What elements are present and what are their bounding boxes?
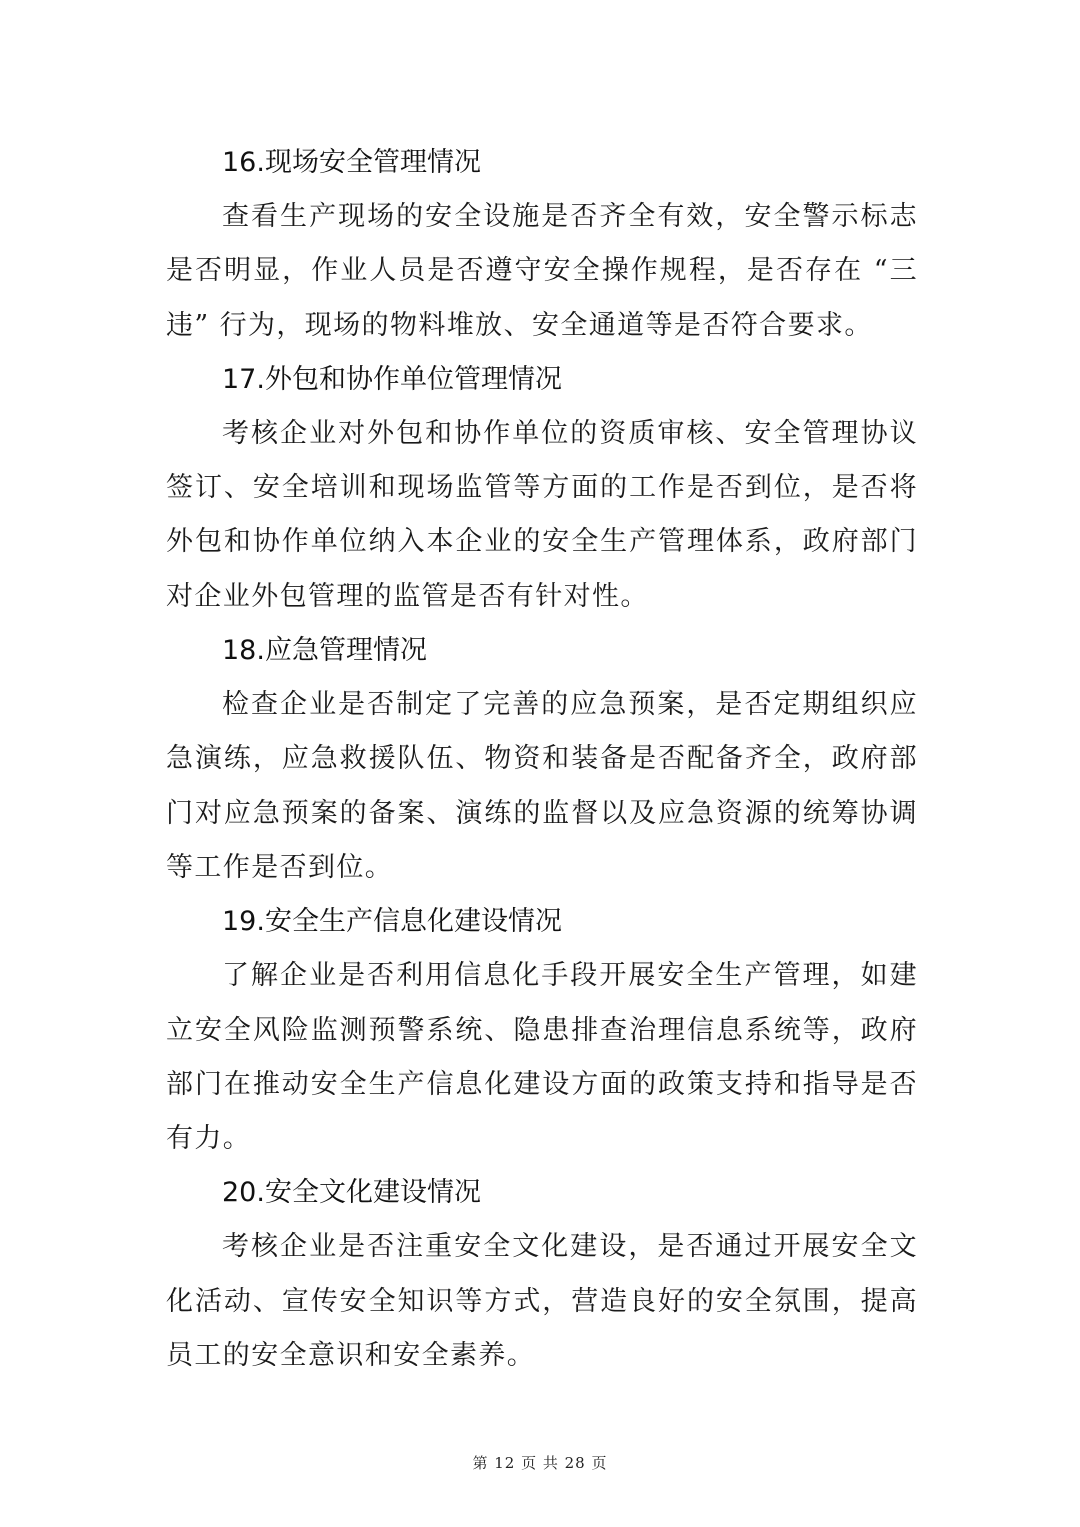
section-heading-19: 19.安全生产信息化建设情况 (222, 906, 562, 938)
section-heading-16: 16.现场安全管理情况 (222, 147, 481, 178)
section-body-16: 查看生产现场的安全设施是否齐全有效，安全警示标志是否明显，作业人员是否遵守安全操作规程，是否存在 “三违” 行为，现场的物料堆放、安全通道等是否符合要求。 (166, 201, 918, 341)
section-body-18: 检查企业是否制定了完善的应急预案，是否定期组织应急演练，应急救援队伍、物资和装备是否配备齐全，政府部门对应急预案的备案、演练的监督以及应急资源的统筹协调等工作是否到位。 (166, 689, 918, 883)
section-heading-18: 18.应急管理情况 (222, 635, 427, 667)
section-body-19: 了解企业是否利用信息化手段开展安全生产管理，如建立安全风险监测预警系统、隐患排查治理信息系统等，政府部门在推动安全生产信息化建设方面的政策支持和指导是否有力。 (166, 960, 918, 1155)
page-number-footer: 第 12 页 共 28 页 (472, 1454, 608, 1472)
section-heading-20: 20.安全文化建设情况 (222, 1177, 481, 1209)
section-body-17: 考核企业对外包和协作单位的资质审核、安全管理协议签订、安全培训和现场监管等方面的工作是否到位，是否将外包和协作单位纳入本企业的安全生产管理体系，政府部门对企业外包管理的监管是否有针对性。 (166, 417, 918, 612)
page-content (166, 136, 918, 1383)
section-heading-17: 17.外包和协作单位管理情况 (222, 363, 562, 395)
section-body-20: 考核企业是否注重安全文化建设，是否通过开展安全文化活动、宣传安全知识等方式，营造良好的安全氛围，提高员工的安全意识和安全素养。 (166, 1231, 918, 1372)
